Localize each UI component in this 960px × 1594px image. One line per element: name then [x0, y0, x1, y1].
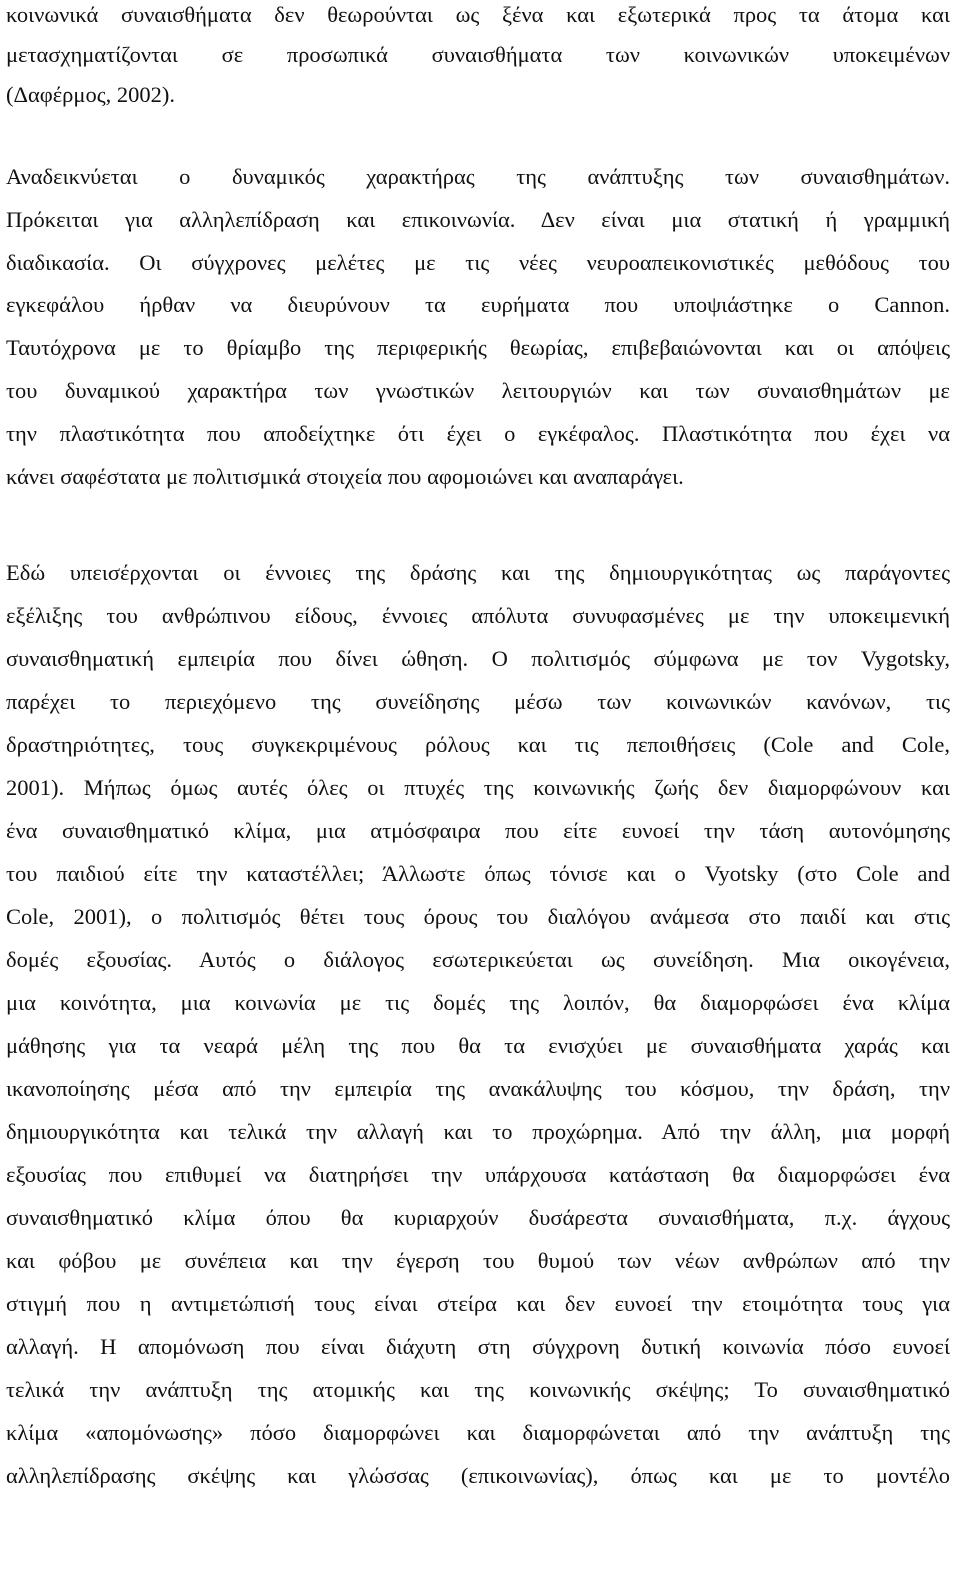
text-line-5: Πρόκειται για αλληλεπίδραση και επικοινωνία. Δεν είναι μια στατική ή γραμμική — [6, 207, 950, 232]
text-line-13: εξέλιξης του ανθρώπινου είδους, έννοιες απόλυτα συνυφασμένες με την υποκειμενική — [6, 603, 950, 628]
text-line-31: τελικά την ανάπτυξη της ατομικής και της κοινωνικής σκέψης; Το συναισθηματικό — [6, 1377, 950, 1402]
text-line-30: αλλαγή. Η απομόνωση που είναι διάχυτη στη σύγχρονη δυτική κοινωνία πόσο ευνοεί — [6, 1334, 950, 1359]
text-line-27: συναισθηματικό κλίμα όπου θα κυριαρχούν δυσάρεστα συναισθήματα, π.χ. άγχους — [6, 1205, 950, 1230]
text-line-20: Cole, 2001), ο πολιτισμός θέτει τους όρους του διαλόγου ανάμεσα στο παιδί και στις — [6, 904, 950, 929]
text-line-2: μετασχηματίζονται σε προσωπικά συναισθήματα των κοινωνικών υποκειμένων — [6, 42, 950, 67]
text-line-12: Εδώ υπεισέρχονται οι έννοιες της δράσης και της δημιουργικότητας ως παράγοντες — [6, 560, 950, 585]
text-line-23: μάθησης για τα νεαρά μέλη της που θα τα ενισχύει με συναισθήματα χαράς και — [6, 1033, 950, 1058]
text-line-21: δομές εξουσίας. Αυτός ο διάλογος εσωτερικεύεται ως συνείδηση. Μια οικογένεια, — [6, 947, 950, 972]
text-line-8: Ταυτόχρονα με το θρίαμβο της περιφερικής θεωρίας, επιβεβαιώνονται και οι απόψεις — [6, 335, 950, 360]
text-line-4: Αναδεικνύεται ο δυναμικός χαρακτήρας της ανάπτυξης των συναισθημάτων. — [6, 164, 950, 189]
text-line-9: του δυναμικού χαρακτήρα των γνωστικών λειτουργιών και των συναισθημάτων με — [6, 378, 950, 403]
text-line-15: παρέχει το περιεχόμενο της συνείδησης μέσω των κοινωνικών κανόνων, τις — [6, 689, 950, 714]
text-line-3: (Δαφέρμος, 2002). — [6, 82, 176, 107]
text-line-32: κλίμα «απομόνωσης» πόσο διαμορφώνει και διαμορφώνεται από την ανάπτυξη της — [6, 1420, 950, 1445]
text-line-18: ένα συναισθηματικό κλίμα, μια ατμόσφαιρα που είτε ευνοεί την τάση αυτονόμησης — [6, 818, 950, 843]
text-line-26: εξουσίας που επιθυμεί να διατηρήσει την υπάρχουσα κατάσταση θα διαμορφώσει ένα — [6, 1162, 950, 1187]
document-page — [6, 0, 950, 1594]
text-line-14: συναισθηματική εμπειρία που δίνει ώθηση. Ο πολιτισμός σύμφωνα με τον Vygotsky, — [6, 646, 950, 671]
text-line-29: στιγμή που η αντιμετώπισή τους είναι στείρα και δεν ευνοεί την ετοιμότητα τους για — [6, 1291, 950, 1316]
text-line-24: ικανοποίησης μέσα από την εμπειρία της ανακάλυψης του κόσμου, την δράση, την — [6, 1076, 950, 1101]
text-line-22: μια κοινότητα, μια κοινωνία με τις δομές της λοιπόν, θα διαμορφώσει ένα κλίμα — [6, 990, 950, 1015]
text-line-10: την πλαστικότητα που αποδείχτηκε ότι έχει ο εγκέφαλος. Πλαστικότητα που έχει να — [6, 421, 950, 446]
text-line-7: εγκεφάλου ήρθαν να διευρύνουν τα ευρήματα που υποψιάστηκε ο Cannon. — [6, 292, 950, 317]
text-line-6: διαδικασία. Οι σύγχρονες μελέτες με τις νέες νευροαπεικονιστικές μεθόδους του — [6, 250, 950, 275]
text-line-25: δημιουργικότητα και τελικά την αλλαγή και το προχώρημα. Από την άλλη, μια μορφή — [6, 1119, 950, 1144]
text-line-28: και φόβου με συνέπεια και την έγερση του θυμού των νέων ανθρώπων από την — [6, 1248, 950, 1273]
text-line-19: του παιδιού είτε την καταστέλλει; Άλλωστε όπως τόνισε και ο Vyotsky (στο Cole and — [6, 861, 950, 886]
text-line-1: κοινωνικά συναισθήματα δεν θεωρούνται ως ξένα και εξωτερικά προς τα άτομα και — [6, 2, 950, 27]
text-line-16: δραστηριότητες, τους συγκεκριμένους ρόλους και τις πεποιθήσεις (Cole and Cole, — [6, 732, 950, 757]
text-line-33: αλληλεπίδρασης σκέψης και γλώσσας (επικοινωνίας), όπως και με το μοντέλο — [6, 1463, 950, 1488]
text-line-17: 2001). Μήπως όμως αυτές όλες οι πτυχές της κοινωνικής ζωής δεν διαμορφώνουν και — [6, 775, 950, 800]
text-line-11: κάνει σαφέστατα με πολιτισμικά στοιχεία που αφομοιώνει και αναπαράγει. — [6, 464, 684, 489]
